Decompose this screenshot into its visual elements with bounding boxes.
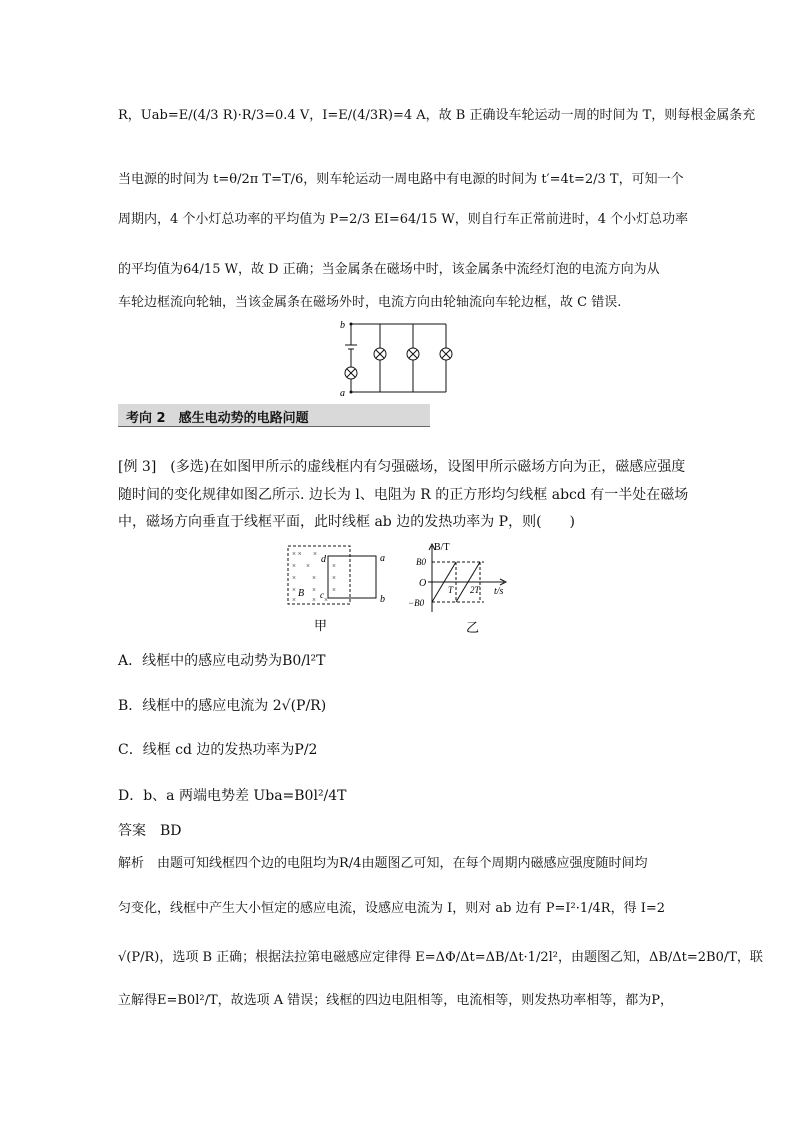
label-a: a [340, 388, 345, 398]
figure-jia [282, 542, 392, 634]
svg-text:×: × [292, 562, 296, 570]
label-c: c [320, 590, 324, 600]
section-heading: 考向 2 感生电动势的电路问题 [118, 404, 430, 427]
option-d: D．b、a 两端电势差 Uba=B0l²/4T [118, 788, 347, 804]
option-a: A．线框中的感应电动势为B0/l²T [118, 653, 326, 669]
label-B: B [298, 588, 305, 599]
option-b: B．线框中的感应电流为 2√(P/R) [118, 698, 327, 714]
svg-text:×: × [292, 574, 296, 582]
svg-text:×: × [292, 596, 296, 604]
solution-line-1: R，Uab=E/(4/3 R)·R/3=0.4 V，I=E/(4/3R)=4 A，故 B 正确设车轮运动一周的时间为 T，则每根金属条充 [118, 108, 756, 123]
svg-text:×: × [332, 562, 336, 570]
tick-neg-b0: −B0 [408, 598, 425, 608]
solution-line-2: 当电源的时间为 t=θ/2π T=T/6，则车轮运动一周电路中有电源的时间为 t′=4t=2/3 T，可知一个 [118, 172, 684, 187]
svg-text:×: × [324, 596, 328, 604]
figure-yi [404, 540, 514, 636]
solution-line-5: 车轮边框流向轮轴，当该金属条在磁场外时，电流方向由轮轴流向车轮边框，故 C 错误. [118, 295, 622, 310]
svg-text:×: × [312, 596, 316, 604]
svg-text:×: × [306, 562, 310, 570]
svg-text:× ×: × × [292, 550, 302, 558]
analysis-line-1: 解析 由题可知线框四个边的电阻均为R/4由题图乙可知，在每个周期内磁感应强度随时间均 [118, 856, 648, 871]
analysis-line-4: 立解得E=B0l²/T，故选项 A 错误；线框的四边电阻相等，电流相等，则发热功率相等，都为P， [118, 993, 674, 1008]
tick-2t: 2T [470, 585, 480, 595]
analysis-line-2: 匀变化，线框中产生大小恒定的感应电流，设感应电流为 I，则对 ab 边有 P=I²·1/4R，得 I=2 [118, 901, 665, 916]
tick-b0: B0 [416, 557, 426, 567]
svg-text:×: × [312, 586, 316, 594]
origin-label: O [419, 578, 427, 589]
analysis-line-3: √(P/R)，选项 B 正确；根据法拉第电磁感应定律得 E=ΔΦ/Δt=ΔB/Δt·1/2l²，由题图乙知，ΔB/Δt=2B0/T，联 [118, 950, 763, 965]
y-axis-label: B/T [434, 542, 450, 553]
example-line-2: 随时间的变化规律如图乙所示. 边长为 l、电阻为 R 的正方形均匀线框 abcd 有一半处在磁场 [118, 487, 689, 503]
circuit-diagram [336, 318, 460, 398]
solution-line-4: 的平均值为64/15 W，故 D 正确；当金属条在磁场中时，该金属条中流经灯泡的电流方向为从 [118, 262, 660, 277]
caption-jia: 甲 [314, 618, 328, 633]
answer: 答案 BD [118, 823, 182, 839]
label-a: a [380, 553, 385, 564]
label-b: b [340, 320, 345, 331]
option-c: C．线框 cd 边的发热功率为P/2 [118, 742, 318, 758]
svg-text:×: × [313, 550, 317, 558]
label-d: d [321, 554, 326, 565]
svg-text:×: × [292, 586, 296, 594]
caption-yi: 乙 [466, 620, 480, 635]
svg-text:×: × [332, 574, 336, 582]
example-line-3: 中，磁场方向垂直于线框平面，此时线框 ab 边的发热功率为 P，则( ) [118, 514, 576, 530]
x-axis-label: t/s [494, 586, 504, 597]
solution-line-3: 周期内，4 个小灯总功率的平均值为 P=2/3 EI=64/15 W，则自行车正常前进时，4 个小灯总功率 [118, 212, 689, 227]
svg-text:×: × [332, 586, 336, 594]
label-b: b [380, 594, 385, 605]
example-line-1: [例 3] (多选)在如图甲所示的虚线框内有匀强磁场，设图甲所示磁场方向为正，磁感应强度 [118, 459, 686, 475]
svg-text:×: × [312, 574, 316, 582]
tick-t: T [448, 585, 454, 595]
